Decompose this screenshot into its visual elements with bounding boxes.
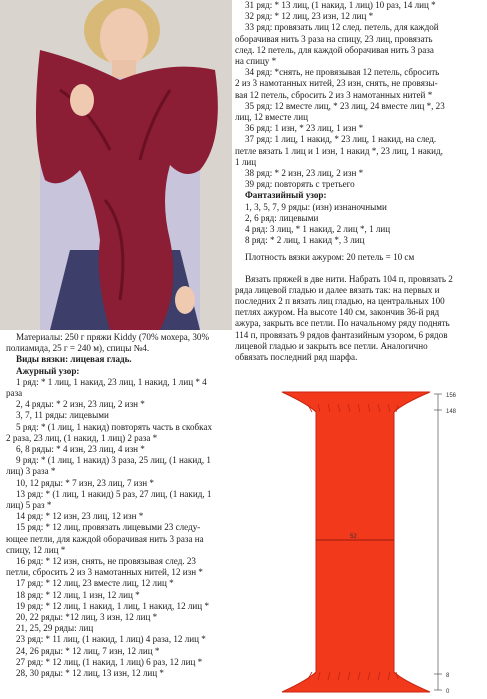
width-label: 52 [350,534,357,540]
pattern-line: 20, 22 ряды: *12 лиц, 3 изн, 12 лиц * [16,612,158,623]
pattern-line: 3, 7, 11 ряды: лицевыми [16,410,109,421]
pattern-line: 2, 4 ряды: * 2 изн, 23 лиц, 2 изн * [16,399,145,410]
pattern-line: 36 ряд: 1 изн, * 23 лиц, 1 изн * [245,123,364,134]
scarf-shape [282,392,430,692]
pattern-line: 18 ряд: * 12 лиц, 1 изн, 12 лиц * [16,589,140,600]
pattern-line: 2, 6 ряд: лицевыми [245,212,319,223]
pattern-line: лиц, 12 вместе лиц [235,112,308,123]
pattern-line: 19 ряд: * 12 лиц, 1 накид, 1 лиц, 1 накид, 12 лиц * [16,600,209,611]
pattern-line: 1 ряд: * 1 лиц, 1 накид, 23 лиц, 1 накид, 1 лиц * 4 [16,376,207,387]
tick-label-0: 0 [446,689,450,695]
pattern-line: Ажурный узор: [16,365,80,376]
pattern-line: 35 ряд: 12 вместе лиц, * 23 лиц, 24 вместе лиц *, 23 [245,100,445,111]
pattern-line: 1 лиц [235,156,257,167]
pattern-line: 15 ряд: * 12 лиц, провязать лицевыми 23 следу- [16,522,201,533]
pattern-line: оборачивая нить 3 раза на спицу, 23 лиц, провязать [235,33,433,44]
pattern-line: петли, сбросить 2 из 3 намотанных нитей, 12 изн * [6,567,203,578]
pattern-line: 34 ряд: *снять, не провязывая 12 петель, сбросить [245,67,440,78]
pattern-line: 8 ряд: * 2 лиц, 1 накид *, 3 лиц [245,235,365,246]
pattern-line: 28, 30 ряды: * 12 лиц, 13 изн, 12 лиц * [16,668,164,679]
pattern-line: на спицу * [235,56,277,67]
pattern-line: Материалы: 250 г пряжи Kiddy (70% мохера, 30% [16,332,210,342]
pattern-line: 2 из 3 намотанных нитей, 23 изн, снять, не провязы- [235,78,438,89]
tick-label-8: 8 [446,673,450,679]
pattern-line: 31 ряд: * 13 лиц, (1 накид, 1 лиц) 10 раз, 14 лиц * [245,0,436,10]
knitting-instructions: Вязать пряжей в две нити. Набрать 104 п, провязать 2 ряда лицевой гладью и далее вязать так: на первых и последних 2 п вязать лиц гладью, на центральных 100 петлях ажуром. На высоте 140 см, закончив 36-й ряд ажура, закрыть все петли. По начальному ряду поднять 114 п, провязать 9 рядов фантазийным узором, 6 рядов лицевой гладью и закрыть все петли. Аналогично обвязать последний ряд шарфа. [235,273,453,363]
pattern-line: 33 ряд: провязать лиц 12 след. петель, для каждой [245,22,439,33]
pattern-line: 10, 12 ряды: * 7 изн, 23 лиц, 7 изн * [16,477,154,488]
pattern-line: лиц) 3 раза * [6,466,56,477]
pattern-line: 39 ряд: повторять с третьего [245,179,355,190]
pattern-line: 2 раза, 23 лиц, (1 накид, 1 лиц) 2 раза * [6,432,158,443]
pattern-line: 24, 26 ряды: * 12 лиц, 7 изн, 12 лиц * [16,645,160,656]
pattern-line: 14 ряд: * 12 изн, 23 лиц, 12 изн * [16,511,144,522]
pattern-line: 37 ряд: 1 лиц, 1 накид, * 23 лиц, 1 накид, на след. [245,134,437,145]
gauge-text: Плотность вязки ажуром: 20 петель = 10 см [245,252,415,263]
pattern-line: 16 ряд: * 12 изн, снять, не провязывая след. 23 [16,556,196,567]
right-pattern-column [235,0,483,363]
pattern-line: Фантазийный узор: [245,190,327,201]
pattern-line: 17 ряд: * 12 лиц, 23 вместе лиц, 12 лиц * [16,578,174,589]
pattern-line: 9 ряд: * (1 лиц, 1 накид) 3 раза, 25 лиц, (1 накид, 1 [16,455,211,466]
pattern-line: 23 ряд: * 11 лиц, (1 накид, 1 лиц) 4 раза, 12 лиц * [16,634,206,645]
pattern-line: 4 ряд: 3 лиц, * 1 накид, 2 лиц *, 1 лиц [245,224,391,235]
pattern-line: 1, 3, 5, 7, 9 ряды: (изн) изнаночными [245,201,387,212]
photo-model-scarf [0,0,232,330]
left-pattern-column [6,332,236,679]
scarf-diagram [278,388,480,696]
pattern-line: 6, 8 ряды: * 4 изн, 23 лиц, 4 изн * [16,444,145,455]
pattern-line: вая 12 петель, сбросить 2 из 3 намотанных нитей * [235,89,433,100]
pattern-line: 13 ряд: * (1 лиц, 1 накид) 5 раз, 27 лиц, (1 накид, 1 [16,488,212,499]
tick-label-156: 156 [446,393,457,399]
pattern-line: след. 12 петель, для каждой оборачивая нить 3 раза [235,44,434,55]
pattern-line: спицу, 12 лиц * [6,544,66,555]
pattern-line: лиц) 5 раз * [6,500,52,511]
pattern-line: петле вязать 1 лиц и 1 изн, 1 накид *, 23 лиц, 1 накид, [235,145,443,156]
pattern-line: раза [6,388,23,399]
pattern-line: 27 ряд: * 12 лиц, (1 накид, 1 лиц) 6 раз, 12 лиц * [16,656,203,667]
pattern-line: ющее петли, для каждой оборачивая нить 3 раза на [6,533,204,544]
pattern-line: 5 ряд: * (1 лиц, 1 накид) повторять часть в скобках [16,421,213,432]
pattern-line: 32 ряд: * 12 лиц, 23 изн, 12 лиц * [245,11,374,22]
pattern-line: полиамида, 25 г = 240 м), спицы №4. [6,343,150,354]
pattern-line: 21, 25, 29 ряды: лиц [16,623,94,634]
pattern-line: Виды вязки: лицевая гладь. [16,354,132,365]
tick-label-148: 148 [446,409,457,415]
pattern-line: 38 ряд: * 2 изн, 23 лиц, 2 изн * [245,168,364,179]
